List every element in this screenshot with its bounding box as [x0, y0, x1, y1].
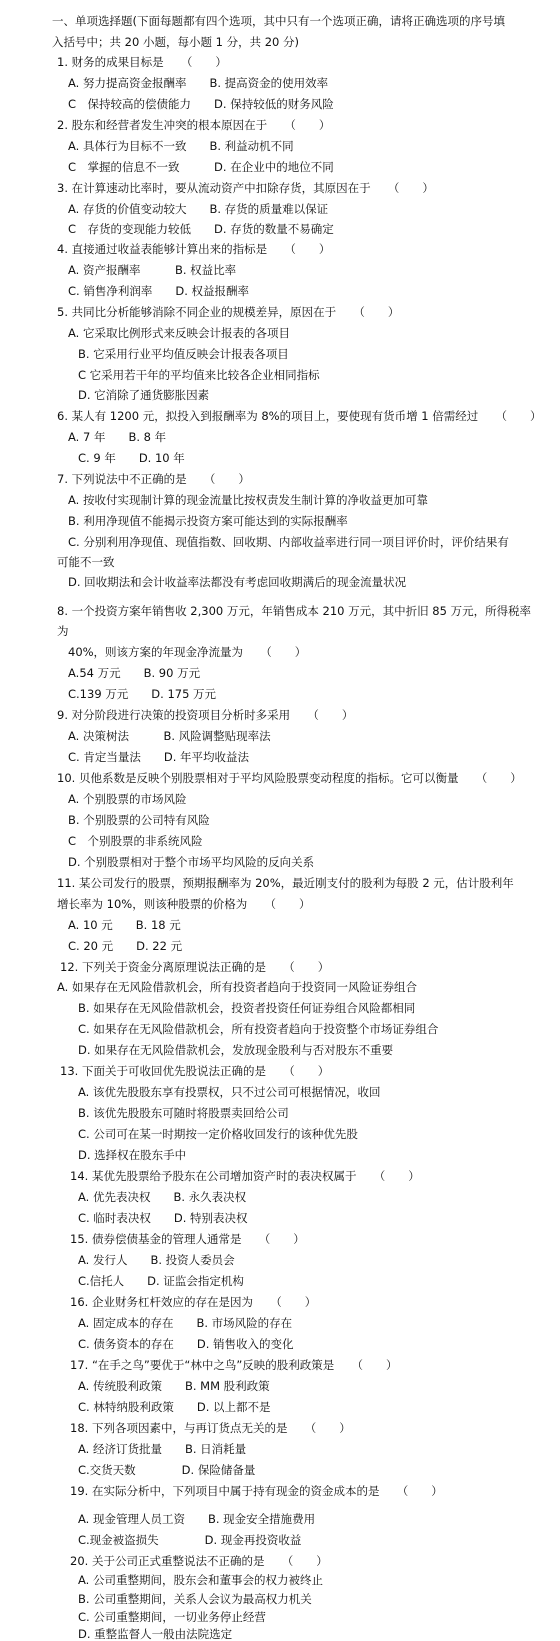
question-13-options-line: A. 该优先股股东享有投票权，只不过公司可根据情况，收回: [78, 1085, 381, 1099]
question-20-options-line: A. 公司重整期间，股东会和董事会的权力被终止: [78, 1573, 323, 1587]
question-19-stem-line: 19. 在实际分析中，下列项目中属于持有现金的资金成本的是 （ ）: [70, 1484, 443, 1498]
question-20-options-line: B. 公司重整期间，关系人会议为最高权力机关: [78, 1592, 312, 1606]
question-19-options-line: A. 现金管理人员工资 B. 现金安全措施费用: [78, 1512, 316, 1526]
question-17-options-line: C. 林特纳股利政策 D. 以上都不是: [78, 1400, 271, 1414]
question-13-options-line: D. 选择权在股东手中: [78, 1148, 187, 1162]
question-14-stem-line: 14. 某优先股票给予股东在公司增加资产时的表决权属于 （ ）: [70, 1169, 420, 1183]
question-18-options-line: C.交货天数 D. 保险储备量: [78, 1463, 256, 1477]
question-4-options-line: C. 销售净利润率 D. 权益报酬率: [68, 284, 250, 298]
question-1-stem-line: 1. 财务的成果目标是 （ ）: [57, 55, 227, 69]
question-10-options-line: A. 个别股票的市场风险: [68, 792, 187, 806]
question-14-options-line: A. 优先表决权 B. 永久表决权: [78, 1190, 247, 1204]
question-12-stem-line: 12. 下列关于资金分离原理说法正确的是 （ ）: [60, 960, 330, 974]
question-15-stem-line: 15. 债券偿债基金的管理人通常是 （ ）: [70, 1232, 305, 1246]
question-5-options-line: B. 它采用行业平均值反映会计报表各项目: [78, 347, 289, 361]
question-7-options-line: 可能不一致: [57, 555, 115, 569]
question-10-stem-line: 10. 贝他系数是反映个别股票相对于平均风险股票变动程度的指标。它可以衡量 （ ）: [57, 771, 522, 785]
question-20-stem-line: 20. 关于公司正式重整说法不正确的是 （ ）: [70, 1554, 328, 1568]
question-2-options-line: C 掌握的信息不一致 D. 在企业中的地位不同: [68, 160, 334, 174]
question-7-options-line: D. 回收期法和会计收益率法都没有考虑回收期满后的现金流量状况: [68, 575, 407, 589]
question-9-options-line: C. 肯定当量法 D. 年平均收益法: [68, 750, 250, 764]
instruction-line: 入括号中；共 20 小题，每小题 1 分，共 20 分): [52, 35, 300, 49]
question-15-options-line: A. 发行人 B. 投资人委员会: [78, 1253, 235, 1267]
question-16-options-line: C. 债务资本的存在 D. 销售收入的变化: [78, 1337, 294, 1351]
question-8-options-line: C.139 万元 D. 175 万元: [68, 687, 217, 701]
question-18-options-line: A. 经济订货批量 B. 日消耗量: [78, 1442, 247, 1456]
question-10-options-line: D. 个别股票相对于整个市场平均风险的反向关系: [68, 855, 315, 869]
question-8-stem-line: 40%，则该方案的年现金净流量为 （ ）: [68, 645, 307, 659]
question-4-stem-line: 4. 直接通过收益表能够计算出来的指标是 （ ）: [57, 242, 331, 256]
question-2-options-line: A. 具体行为目标不一致 B. 利益动机不同: [68, 139, 294, 153]
question-5-options-line: C 它采用若干年的平均值来比较各企业相同指标: [78, 368, 320, 382]
instruction-line: 一、单项选择题(下面每题都有四个选项，其中只有一个选项正确，请将正确选项的序号填: [52, 14, 505, 28]
question-7-options-line: C. 分别利用净现值、现值指数、回收期、内部收益率进行同一项目评价时，评价结果有: [68, 535, 509, 549]
question-13-options-line: C. 公司可在某一时期按一定价格收回发行的该种优先股: [78, 1127, 358, 1141]
question-13-stem-line: 13. 下面关于可收回优先股说法正确的是 （ ）: [60, 1064, 330, 1078]
question-18-stem-line: 18. 下列各项因素中，与再订货点无关的是 （ ）: [70, 1421, 351, 1435]
question-13-options-line: B. 该优先股股东可随时将股票卖回给公司: [78, 1106, 289, 1120]
question-16-options-line: A. 固定成本的存在 B. 市场风险的存在: [78, 1316, 293, 1330]
question-7-options-line: A. 按收付实现制计算的现金流量比按权责发生制计算的净收益更加可靠: [68, 493, 428, 507]
question-10-options-line: B. 个别股票的公司特有风险: [68, 813, 210, 827]
question-3-options-line: C 存货的变现能力较低 D. 存货的数量不易确定: [68, 222, 334, 236]
question-3-stem-line: 3. 在计算速动比率时，要从流动资产中扣除存货，其原因在于 （ ）: [57, 181, 434, 195]
question-2-stem-line: 2. 股东和经营者发生冲突的根本原因在于 （ ）: [57, 118, 331, 132]
question-12-options-line: D. 如果存在无风险借款机会，发放现金股利与否对股东不重要: [78, 1043, 394, 1057]
question-8-options-line: A.54 万元 B. 90 万元: [68, 666, 201, 680]
question-8-stem-line: 8. 一个投资方案年销售收 2,300 万元，年销售成本 210 万元，其中折旧 85 万元，所得税率: [57, 604, 532, 618]
question-5-options-line: A. 它采取比例形式来反映会计报表的各项目: [68, 326, 290, 340]
question-16-stem-line: 16. 企业财务杠杆效应的存在是因为 （ ）: [70, 1295, 317, 1309]
question-9-stem-line: 9. 对分阶段进行决策的投资项目分析时多采用 （ ）: [57, 708, 354, 722]
question-7-options-line: B. 利用净现值不能揭示投资方案可能达到的实际报酬率: [68, 514, 348, 528]
question-1-options-line: C 保持较高的偿债能力 D. 保持较低的财务风险: [68, 97, 334, 111]
question-4-options-line: A. 资产报酬率 B. 权益比率: [68, 263, 237, 277]
question-15-options-line: C.信托人 D. 证监会指定机构: [78, 1274, 244, 1288]
question-11-options-line: C. 20 元 D. 22 元: [68, 939, 183, 953]
question-10-options-line: C 个别股票的非系统风险: [68, 834, 203, 848]
question-17-stem-line: 17. “在手之鸟”要优于“林中之鸟”反映的股利政策是 （ ）: [70, 1358, 398, 1372]
question-7-stem-line: 7. 下列说法中不正确的是 （ ）: [57, 472, 250, 486]
question-11-stem-line: 增长率为 10%，则该种股票的价格为 （ ）: [57, 897, 311, 911]
question-17-options-line: A. 传统股利政策 B. MM 股利政策: [78, 1379, 270, 1393]
question-9-options-line: A. 决策树法 B. 风险调整贴现率法: [68, 729, 271, 743]
question-12-options-line: C. 如果存在无风险借款机会，所有投资者趋向于投资整个市场证券组合: [78, 1022, 439, 1036]
question-3-options-line: A. 存货的价值变动较大 B. 存货的质量难以保证: [68, 202, 329, 216]
question-20-options-line: C. 公司重整期间，一切业务停止经营: [78, 1610, 266, 1624]
question-12-options-line: B. 如果存在无风险借款机会，投资者投资任何证券组合风险都相同: [78, 1001, 416, 1015]
question-14-options-line: C. 临时表决权 D. 特别表决权: [78, 1211, 248, 1225]
question-5-stem-line: 5. 共同比分析能够消除不同企业的规模差异，原因在于 （ ）: [57, 305, 400, 319]
question-5-options-line: D. 它消除了通货膨胀因素: [78, 388, 210, 402]
question-6-stem-line: 6. 某人有 1200 元，拟投入到报酬率为 8%的项目上，要使现有货币增 1 倍需经过 （ ）: [57, 409, 542, 423]
question-8-stem-line: 为: [57, 624, 69, 638]
question-1-options-line: A. 努力提高资金报酬率 B. 提高资金的使用效率: [68, 76, 329, 90]
question-12-options-line: A. 如果存在无风险借款机会，所有投资者趋向于投资同一风险证券组合: [57, 980, 417, 994]
question-6-options-line: C. 9 年 D. 10 年: [78, 451, 185, 465]
question-11-options-line: A. 10 元 B. 18 元: [68, 918, 181, 932]
question-11-stem-line: 11. 某公司发行的股票，预期报酬率为 20%，最近刚支付的股利为每股 2 元，估计股利年: [57, 876, 514, 890]
question-20-options-line: D. 重整监督人一般由法院选定: [78, 1627, 233, 1641]
question-6-options-line: A. 7 年 B. 8 年: [68, 430, 167, 444]
question-19-options-line: C.现金被盗损失 D. 现金再投资收益: [78, 1533, 302, 1547]
